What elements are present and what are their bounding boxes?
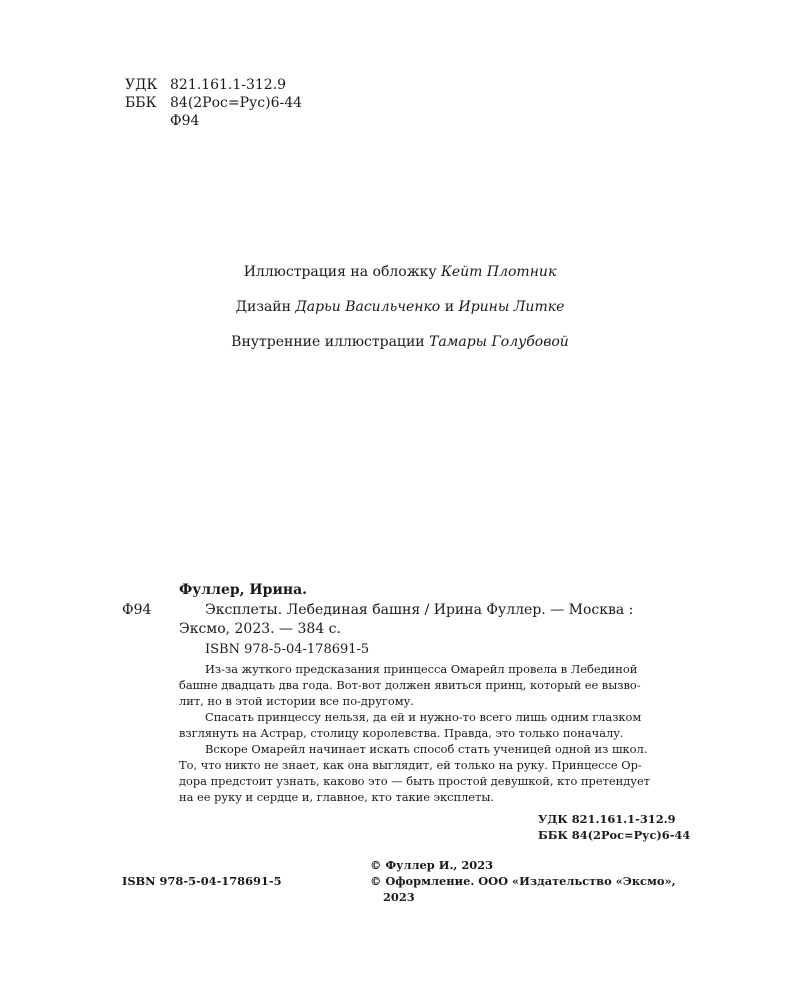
annotation-p3-line-1: Вскоре Омарейл начинает искать способ стать ученицей одной из школ. [205,742,648,756]
codes-udk: УДК 821.161.1-312.9 [538,812,676,826]
codes-bbk: ББК 84(2Рос=Рус)6-44 [538,828,691,842]
design-and: и [444,299,455,315]
annotation-p3-line-4: на ее руку и сердце и, главное, кто такие эксплеты. [179,790,495,804]
annotation-p1-line-1: Из-за жуткого предсказания принцесса Омарейл провела в Лебединой [205,662,638,676]
annotation-p2-line-1: Спасать принцессу нельзя, да ей и нужно-то всего лишь одним глазком [205,710,642,724]
annotation-p1-line-2: башне двадцать два года. Вот-вот должен явиться принц, который ее вызво- [179,678,641,692]
cover-name: Кейт Плотник [441,264,557,280]
annotation-p3-line-3: дора предстоит узнать, каково это — быть простой девушкой, кто претендует [179,774,650,788]
copyright-design-line-1: © Оформление. ООО «Издательство «Эксмо», [370,874,676,888]
catalog-isbn: ISBN 978-5-04-178691-5 [205,642,370,657]
catalog-title-line-1: Эксплеты. Лебединая башня / Ирина Фуллер. — Москва : [205,602,634,618]
inner-label: Внутренние иллюстрации [231,334,425,350]
design-name-1: Дарьи Васильченко [295,299,441,315]
cover-illustration-credit [0,264,800,280]
catalog-author-heading: Фуллер, Ирина. [179,582,308,598]
bbk-label: ББК [125,95,157,111]
design-credit [0,299,800,315]
inner-illustration-credit [0,334,800,350]
footer-isbn: ISBN 978-5-04-178691-5 [122,874,282,888]
udk-label: УДК [125,77,158,93]
annotation-p2-line-2: взглянуть на Астрар, столицу королевства. Правда, это только поначалу. [179,726,624,740]
annotation-p3-line-2: То, что никто не знает, как она выглядит, ей только на руку. Принцессе Ор- [179,758,642,772]
author-mark: Ф94 [170,113,200,129]
catalog-mark: Ф94 [122,602,152,618]
udk-value: 821.161.1-312.9 [170,77,287,93]
design-name-2: Ирины Литке [458,299,565,315]
catalog-title-line-2: Эксмо, 2023. — 384 с. [179,621,341,637]
cover-label: Иллюстрация на обложку [243,264,437,280]
copyright-design-line-2: 2023 [383,890,415,904]
bbk-value: 84(2Рос=Рус)6-44 [170,95,303,111]
copyright-author: © Фуллер И., 2023 [370,858,494,872]
inner-name: Тамары Голубовой [429,334,569,350]
design-label: Дизайн [235,299,291,315]
annotation-p1-line-3: лит, но в этой истории все по-другому. [179,694,414,708]
